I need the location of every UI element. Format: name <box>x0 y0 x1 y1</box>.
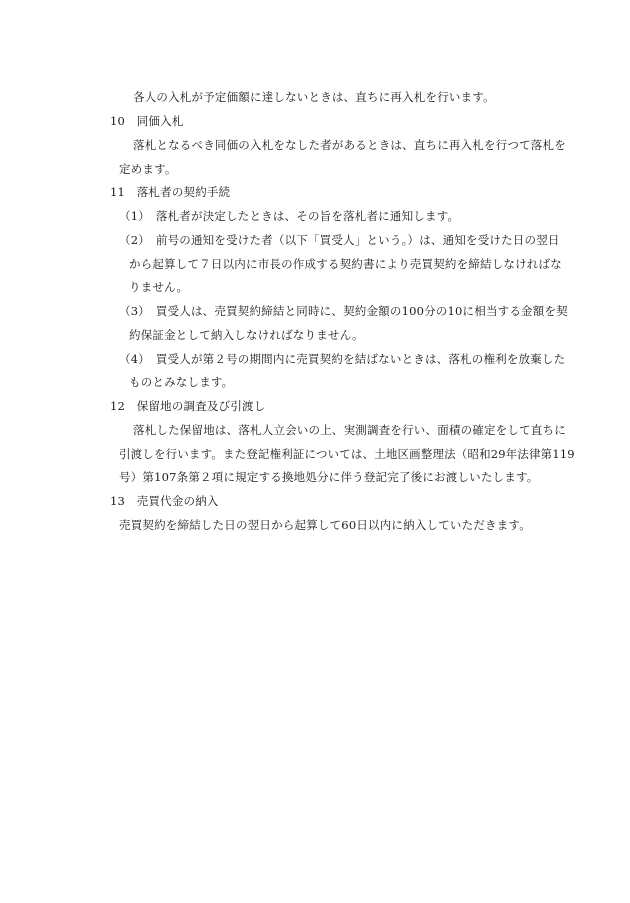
list-item-3: （3） 買受人は、売買契約締結と同時に、契約金額の100分の10に相当する金額を契 <box>119 304 568 318</box>
text-line: から起算して７日以内に市長の作成する契約書により売買契約を締結しなければな <box>129 257 562 271</box>
text-line: りません。 <box>129 280 189 294</box>
list-item-4: （4） 買受人が第２号の期間内に売買契約を結ばないときは、落札の権利を放棄した <box>119 352 566 366</box>
section-heading-12: 12 保留地の調査及び引渡し <box>110 399 266 413</box>
text-line: 落札となるべき同価の入札をなした者があるときは、直ちに再入札を行つて落札を <box>133 138 566 152</box>
text-line: 号）第107条第２項に規定する換地処分に伴う登記完了後にお渡しいたします。 <box>119 470 539 484</box>
text-line: 落札した保留地は、落札人立会いの上、実測調査を行い、面積の確定をして直ちに <box>133 423 566 437</box>
list-item-1: （1） 落札者が決定したときは、その旨を落札者に通知します。 <box>119 209 460 223</box>
text-line: 約保証金として納入しなければなりません。 <box>129 328 364 342</box>
text-line: 定めます。 <box>119 162 177 176</box>
text-line: 各人の入札が予定価額に達しないときは、直ちに再入札を行います。 <box>133 90 495 104</box>
section-heading-13: 13 売買代金の納入 <box>110 494 219 508</box>
section-heading-11: 11 落札者の契約手続 <box>110 185 231 199</box>
section-heading-10: 10 同価入札 <box>110 114 184 128</box>
text-line: 売買契約を締結した日の翌日から起算して60日以内に納入していただきます。 <box>119 518 531 532</box>
list-item-2: （2） 前号の通知を受けた者（以下「買受人」という。）は、通知を受けた日の翌日 <box>119 233 560 247</box>
text-line: 引渡しを行います。また登記権利証については、土地区画整理法（昭和29年法律第119 <box>119 447 575 461</box>
text-line: ものとみなします。 <box>129 375 234 389</box>
